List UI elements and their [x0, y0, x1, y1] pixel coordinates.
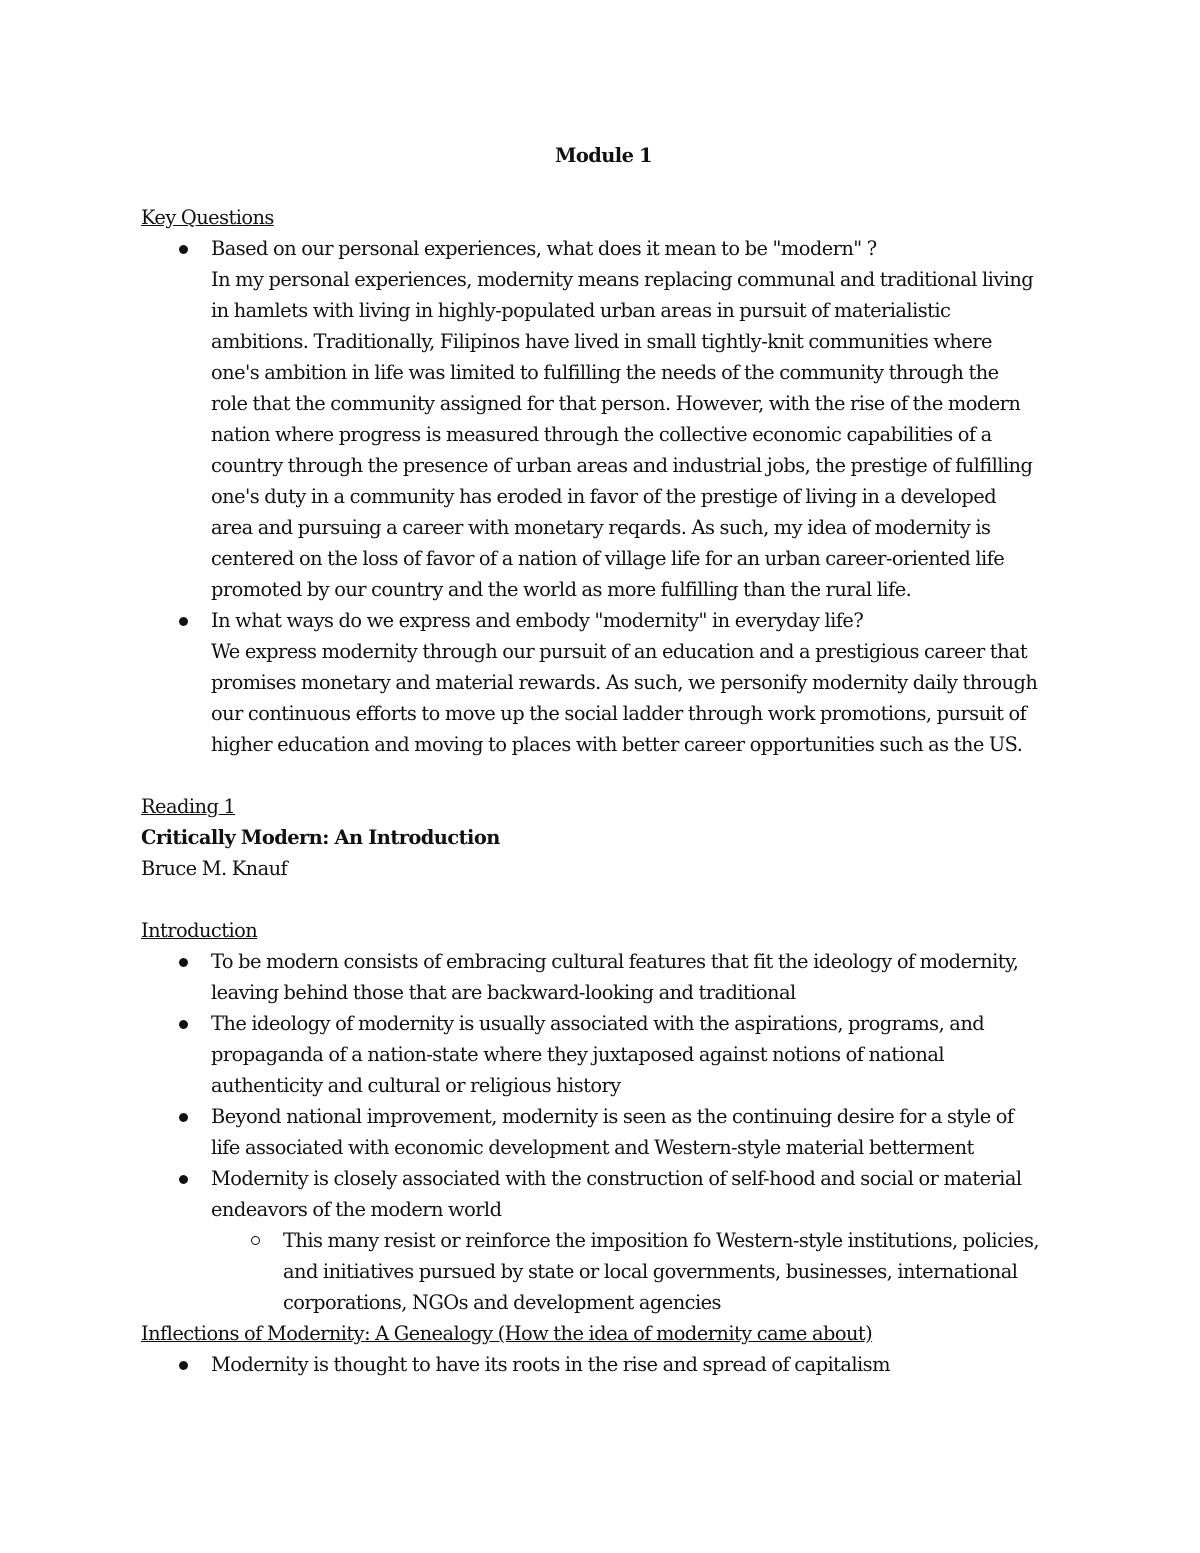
bullet-line: endeavors of the modern world — [211, 1198, 502, 1221]
bullet-line: propaganda of a nation-state where they juxtaposed against notions of national — [211, 1043, 945, 1066]
answer-line: In my personal experiences, modernity means replacing communal and traditional living — [211, 268, 1034, 291]
list-item — [141, 1101, 1066, 1163]
inflections-heading: Inflections of Modernity: A Genealogy (How the idea of modernity came about) — [141, 1322, 873, 1345]
key-questions-list — [141, 233, 1066, 760]
bullet-line: To be modern consists of embracing cultural features that fit the ideology of modernity, — [211, 950, 1019, 973]
answer-line: our continuous efforts to move up the social ladder through work promotions, pursuit of — [211, 702, 1027, 725]
answer-line: promoted by our country and the world as more fulfilling than the rural life. — [211, 578, 912, 601]
answer-line: country through the presence of urban areas and industrial jobs, the prestige of fulfilling — [211, 454, 1033, 477]
key-questions-heading: Key Questions — [141, 206, 274, 229]
document-page — [141, 140, 1066, 1380]
list-item — [141, 233, 1066, 605]
bullet-line: leaving behind those that are backward-looking and traditional — [211, 981, 796, 1004]
sub-bullet-line: This many resist or reinforce the imposition fo Western-style institutions, policies, — [283, 1229, 1039, 1252]
reading-title: Critically Modern: An Introduction — [141, 826, 500, 849]
sub-bullet-line: and initiatives pursued by state or local governments, businesses, international — [283, 1260, 1018, 1283]
list-item — [141, 1349, 1066, 1380]
reading-label: Reading 1 — [141, 795, 236, 818]
answer-line: one's ambition in life was limited to fulfilling the needs of the community through the — [211, 361, 999, 384]
sub-list — [211, 1225, 1066, 1318]
bullet-line: life associated with economic development and Western-style material betterment — [211, 1136, 974, 1159]
blank-line — [141, 760, 1066, 791]
answer-line: We express modernity through our pursuit of an education and a prestigious career that — [211, 640, 1028, 663]
answer-line: role that the community assigned for that person. However, with the rise of the modern — [211, 392, 1021, 415]
list-item — [141, 946, 1066, 1008]
answer-line: ambitions. Traditionally, Filipinos have lived in small tightly-knit communities where — [211, 330, 992, 353]
answer-line: in hamlets with living in highly-populated urban areas in pursuit of materialistic — [211, 299, 951, 322]
list-item — [141, 605, 1066, 760]
bullet-line: Modernity is closely associated with the construction of self-hood and social or material — [211, 1167, 1022, 1190]
introduction-list — [141, 946, 1066, 1318]
answer-line: promises monetary and material rewards. As such, we personify modernity daily through — [211, 671, 1038, 694]
reading-author: Bruce M. Knauf — [141, 857, 288, 880]
page-title: Module 1 — [554, 144, 653, 167]
question-text: Based on our personal experiences, what does it mean to be "modern" ? — [211, 237, 877, 260]
inflections-list — [141, 1349, 1066, 1380]
question-text: In what ways do we express and embody "modernity" in everyday life? — [211, 609, 864, 632]
sub-bullet-line: corporations, NGOs and development agencies — [283, 1291, 721, 1314]
list-item — [141, 1008, 1066, 1101]
answer-line: area and pursuing a career with monetary reqards. As such, my idea of modernity is — [211, 516, 991, 539]
introduction-heading: Introduction — [141, 919, 258, 942]
answer-line: one's duty in a community has eroded in favor of the prestige of living in a developed — [211, 485, 997, 508]
bullet-line: Modernity is thought to have its roots in the rise and spread of capitalism — [211, 1353, 890, 1376]
sub-list-item — [211, 1225, 1066, 1318]
bullet-line: The ideology of modernity is usually associated with the aspirations, programs, and — [211, 1012, 985, 1035]
answer-line: higher education and moving to places with better career opportunities such as the US. — [211, 733, 1023, 756]
list-item — [141, 1163, 1066, 1318]
bullet-line: Beyond national improvement, modernity is seen as the continuing desire for a style of — [211, 1105, 1014, 1128]
answer-line: nation where progress is measured through the collective economic capabilities of a — [211, 423, 992, 446]
bullet-line: authenticity and cultural or religious history — [211, 1074, 621, 1097]
answer-line: centered on the loss of favor of a nation of village life for an urban career-oriented life — [211, 547, 1005, 570]
blank-line — [141, 884, 1066, 915]
